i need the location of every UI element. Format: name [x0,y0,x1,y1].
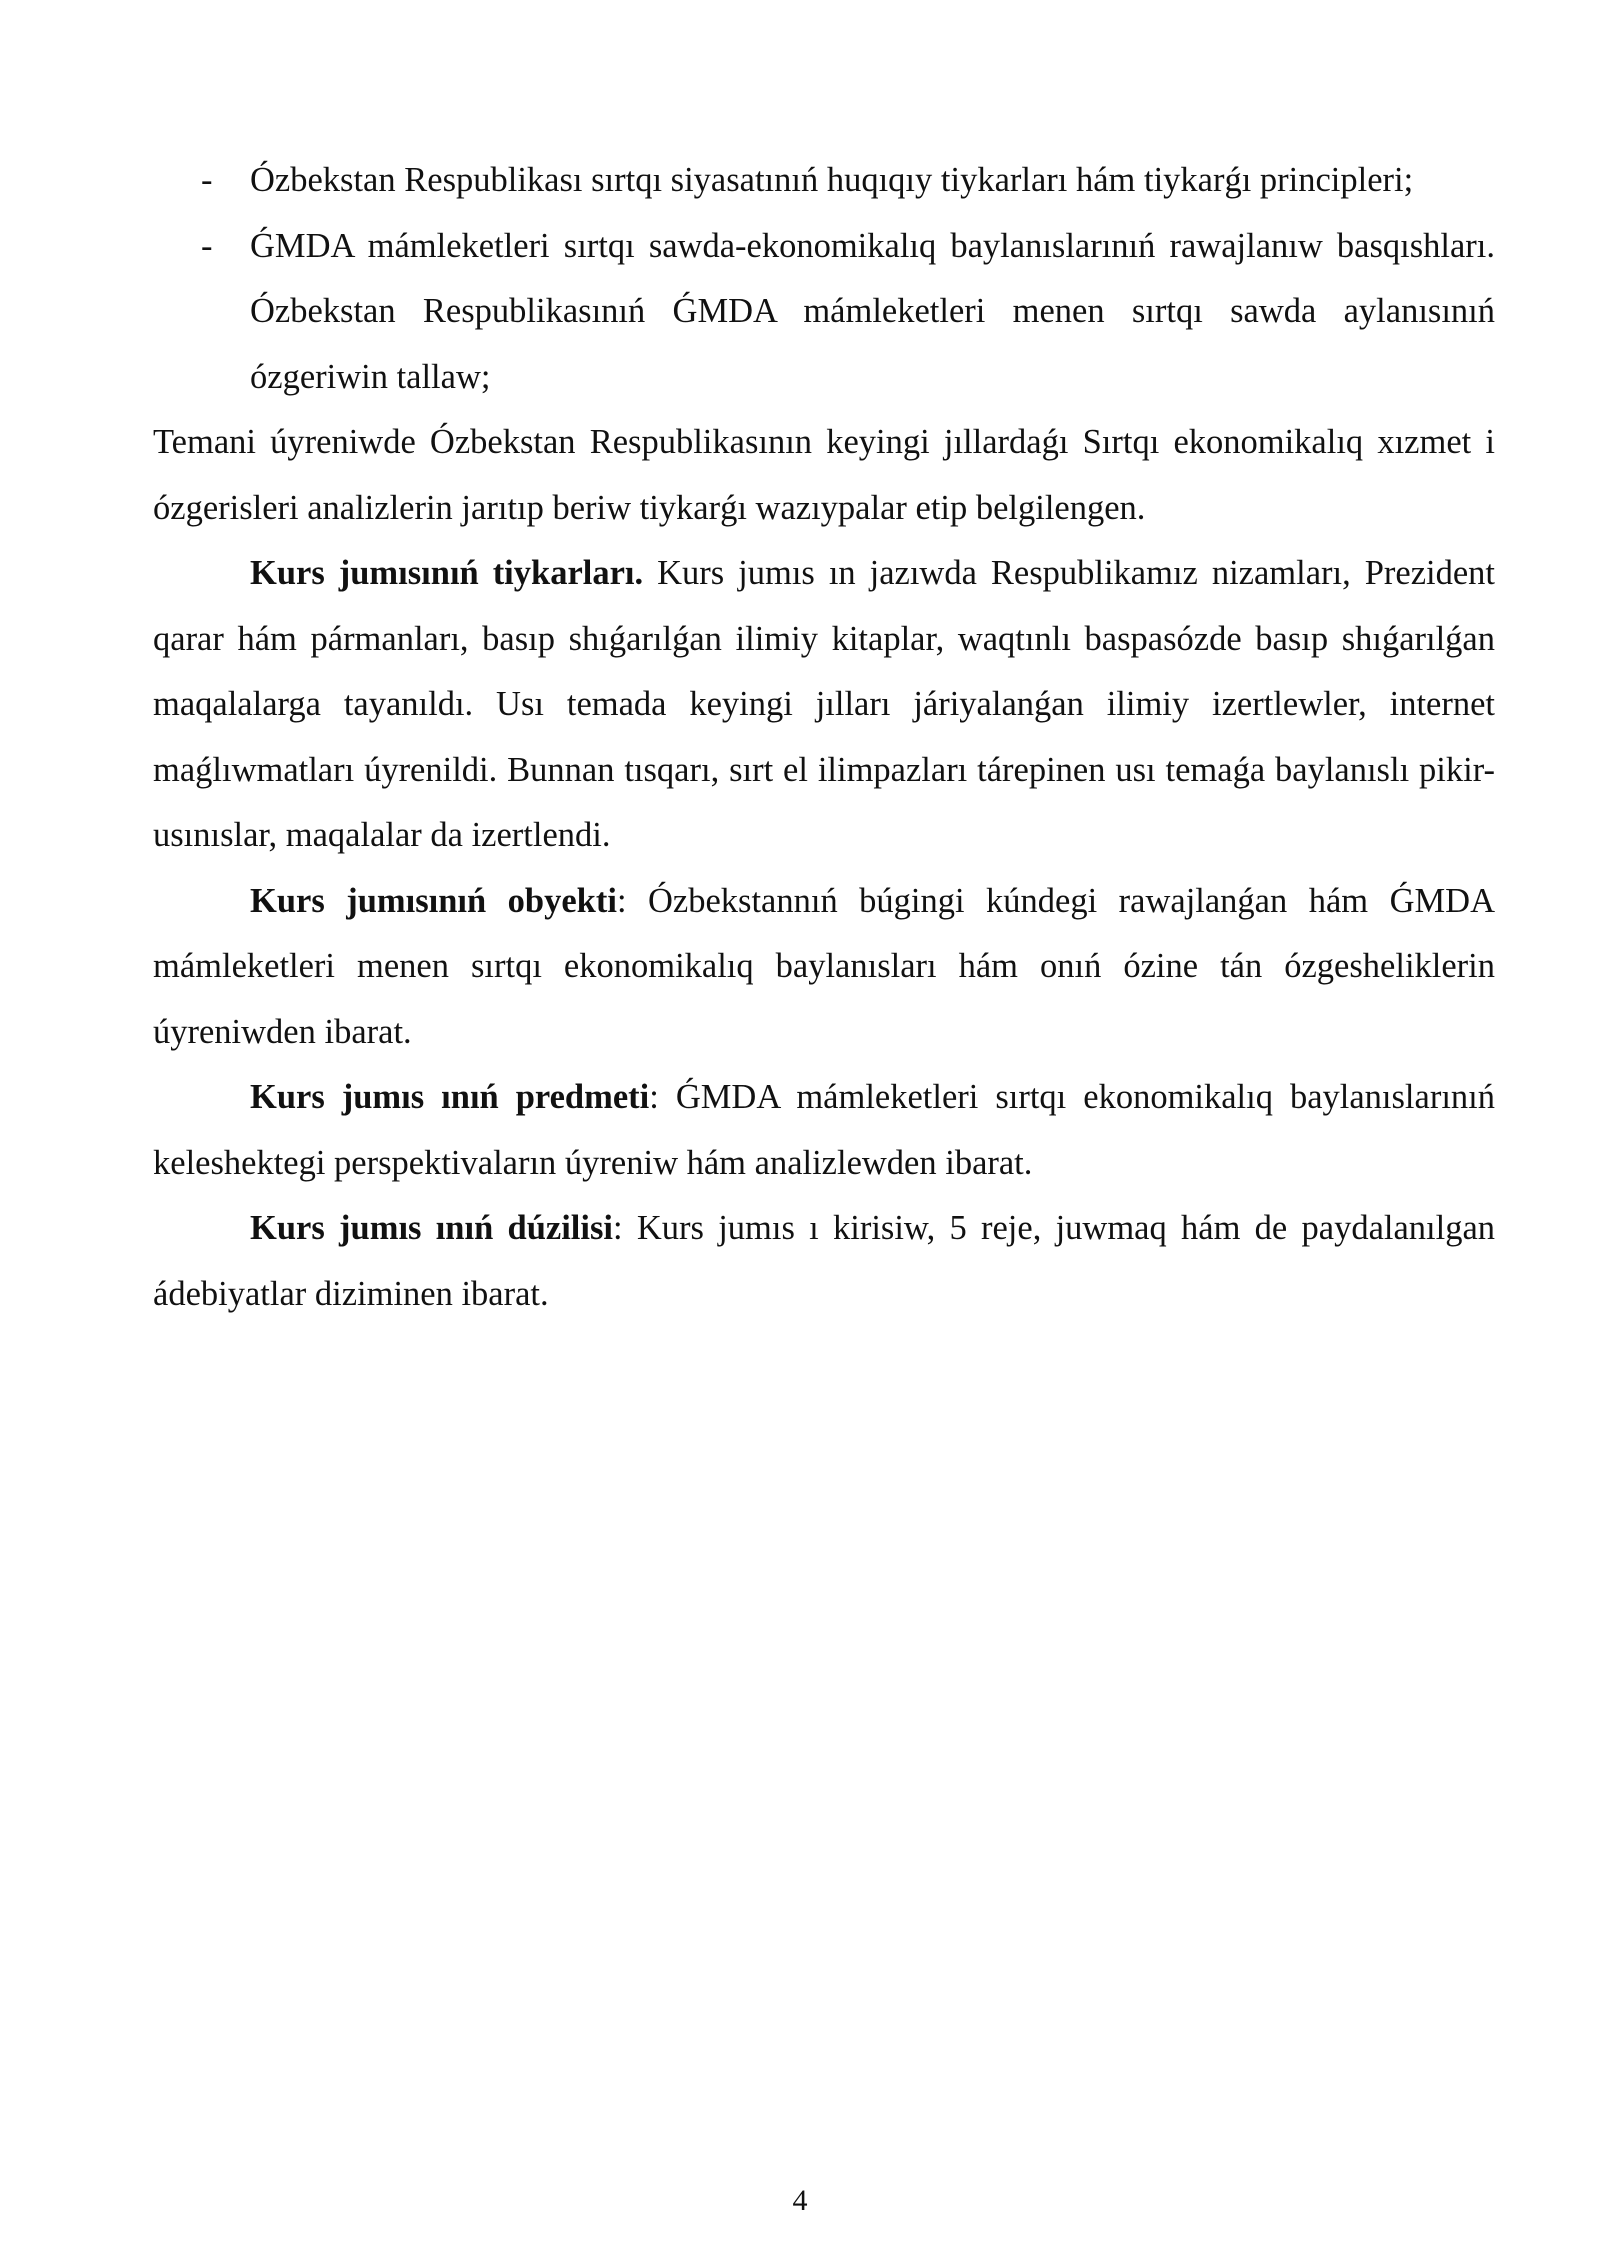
section-text: : Kurs jumıs ı kirisiw, 5 reje, juwmaq hám de paydalanılgan ádebiyatlar diziminen ibarat. [153,1209,1496,1313]
bullet-item-trade-stages [153,214,1495,411]
bullet-text: ǴMDA mámleketleri sırtqı sawda-ekonomikalıq baylanıslarınıń rawajlanıw basqıshları. Ózbekstan Respublikasınıń ǴMDA mámleketleri menen sırtqı sawda aylanısınıń ózgeriwin tallaw; [250,226,1495,396]
section-label: Kurs jumısınıń obyekti [250,881,617,920]
document-page [153,148,1495,1327]
section-label: Kurs jumıs ınıń dúzilisi [250,1209,613,1247]
section-text: Kurs jumıs ın jazıwda Respublikamız nizamları, Prezident qarar hám pármanları, basıp shıǵarılǵan ilimiy kitaplar, waqtınlı baspasózde basıp shıǵarılǵan maqalalarga tayanıldı. Usı temada keyingi jılları járiyalanǵan ilimiy izertlewler, internet maǵlıwmatları úyrenildi. Bunnan tısqarı, sırt el ilimpazları tárepinen usı temaǵa baylanıslı pikir-usınıslar, maqalalar da izertlendi. [153,554,1495,854]
section-label: Kurs jumısınıń tiykarları. [250,554,644,592]
bullet-item-legal-basis [153,148,1495,214]
section-label: Kurs jumıs ınıń predmeti [250,1078,650,1116]
bullet-marker: - [201,161,213,199]
section-text: : Ózbekstannıń búgingi kúndegi rawajlanǵan hám ǴMDA mámleketleri menen sırtqı ekonomikalıq baylanısları hám onıń ózine tán ózgesheliklerin úyreniwden ibarat. [153,881,1495,1051]
section-subject [153,1065,1495,1196]
section-structure [153,1196,1495,1327]
section-object [153,869,1495,1066]
section-text: : ǴMDA mámleketleri sırtqı ekonomikalıq baylanıslarınıń keleshektegi perspektivaların úyreniw hám analizlewden ibarat. [153,1078,1495,1182]
bullet-text: Ózbekstan Respublikası sırtqı siyasatınıń huqıqıy tiykarları hám tiykarǵı principleri; [250,161,1414,199]
section-foundations [153,541,1495,869]
intro-paragraph: Temani úyreniwde Ózbekstan Respublikasının keyingi jıllardaǵı Sırtqı ekonomikalıq xızmet i ózgerisleri analizlerin jarıtıp beriw tiykarǵı wazıypalar etip belgilengen. [153,423,1495,527]
page-number: 4 [792,2184,808,2217]
bullet-marker: - [201,226,213,265]
